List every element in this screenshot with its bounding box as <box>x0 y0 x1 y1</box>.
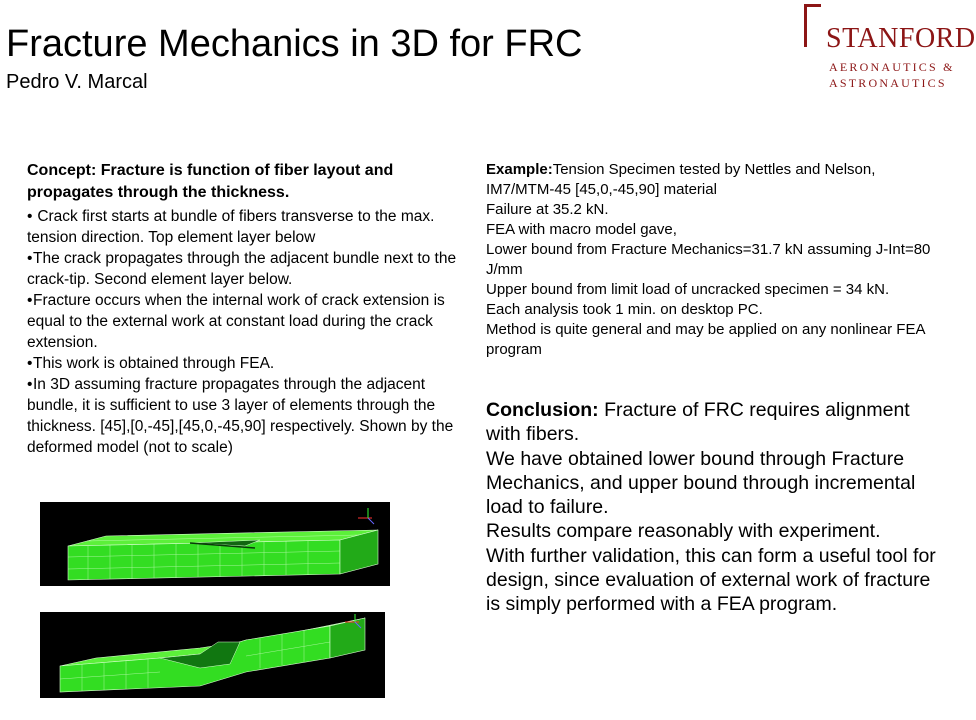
stanford-logo <box>804 4 976 100</box>
example-line: Example:Tension Specimen tested by Nettles and Nelson, IM7/MTM-45 [45,0,-45,90] material <box>486 161 876 198</box>
bullet-item: •Fracture occurs when the internal work of crack extension is equal to the external work at constant load during the crack extension. <box>27 292 445 351</box>
fea-model-image-bottom <box>40 612 385 698</box>
bullet-item: •The crack propagates through the adjacent bundle next to the crack-tip. Second element layer below. <box>27 250 457 288</box>
page-title: Fracture Mechanics in 3D for FRC <box>6 23 583 65</box>
conclusion-label: Conclusion: <box>486 399 599 421</box>
logo-subtitle-line1: AERONAUTICS & <box>829 60 955 74</box>
conclusion-line: We have obtained lower bound through Fracture Mechanics, and upper bound through incremental load to failure. <box>486 447 916 519</box>
bullet-item: •This work is obtained through FEA. <box>27 355 275 372</box>
bullet-item: •In 3D assuming fracture propagates through the adjacent bundle, it is sufficient to use 3 layer of elements through the thickness. [45],[0,-45],[45,0,-45,90] respectively. Shown by the deformed model (not to scale) <box>27 376 454 456</box>
example-section <box>486 160 946 360</box>
fea-mesh-bottom <box>40 612 385 698</box>
fea-mesh-top <box>40 502 390 586</box>
logo-bracket <box>804 4 821 47</box>
bullet-item: • Crack first starts at bundle of fibers transverse to the max. tension direction. Top element layer below <box>27 208 435 246</box>
conclusion-section <box>486 398 936 617</box>
logo-subtitle-line2: ASTRONAUTICS <box>829 76 947 90</box>
example-line: Upper bound from limit load of uncracked specimen = 34 kN. <box>486 281 890 298</box>
example-line: FEA with macro model gave, <box>486 221 677 238</box>
conclusion-line: Conclusion: Fracture of FRC requires alignment with fibers. <box>486 399 910 446</box>
author-name: Pedro V. Marcal <box>6 71 148 93</box>
example-line: Each analysis took 1 min. on desktop PC. <box>486 301 763 318</box>
example-line: Lower bound from Fracture Mechanics=31.7 kN assuming J-Int=80 J/mm <box>486 241 931 278</box>
fea-model-image-top <box>40 502 390 586</box>
example-label: Example: <box>486 161 553 178</box>
concept-section <box>27 160 471 458</box>
concept-heading: Concept: Fracture is function of fiber layout and propagates through the thickness. <box>27 162 394 201</box>
conclusion-line: With further validation, this can form a useful tool for design, since evaluation of external work of fracture is simply performed with a FEA program. <box>486 544 936 616</box>
conclusion-line: Results compare reasonably with experiment. <box>486 520 881 543</box>
logo-name: STANFORD <box>826 23 976 54</box>
example-line: Failure at 35.2 kN. <box>486 201 609 218</box>
example-line: Method is quite general and may be applied on any nonlinear FEA program <box>486 321 925 358</box>
